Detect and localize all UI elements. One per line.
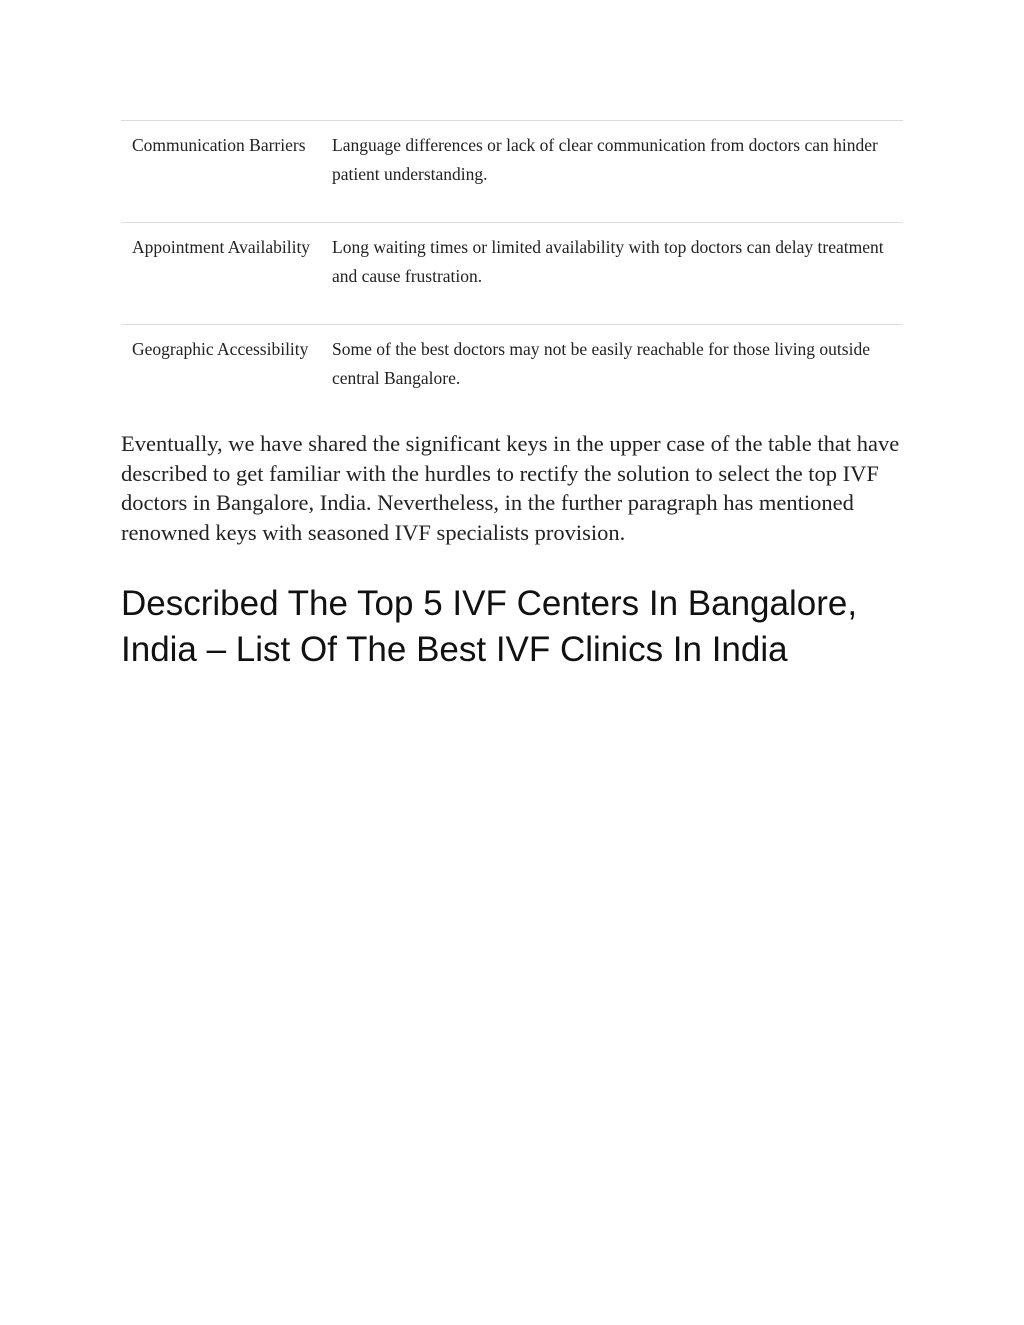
table-row — [121, 325, 903, 403]
table-row — [121, 121, 903, 223]
table-cell-value: Language differences or lack of clear communication from doctors can hinder patient understanding. — [332, 135, 878, 184]
table-row — [121, 223, 903, 325]
table-cell-key: Geographic Accessibility — [132, 339, 309, 359]
table-cell-key: Communication Barriers — [132, 135, 306, 155]
challenges-table — [121, 120, 903, 403]
table-cell-value: Long waiting times or limited availability with top doctors can delay treatment and cause frustration. — [332, 237, 884, 286]
table-cell-value: Some of the best doctors may not be easily reachable for those living outside central Bangalore. — [332, 339, 870, 388]
document-page — [121, 120, 903, 702]
body-paragraph: Eventually, we have shared the significant keys in the upper case of the table that have described to get familiar with the hurdles to rectify the solution to select the top IVF doctors in Bangalore, India. Nevertheless, in the further paragraph has mentioned renowned keys with seasoned IVF specialists provision. — [121, 431, 900, 545]
table-cell-key: Appointment Availability — [132, 237, 311, 257]
section-heading: Described The Top 5 IVF Centers In Bangalore, India – List Of The Best IVF Clinics In India — [121, 584, 858, 669]
